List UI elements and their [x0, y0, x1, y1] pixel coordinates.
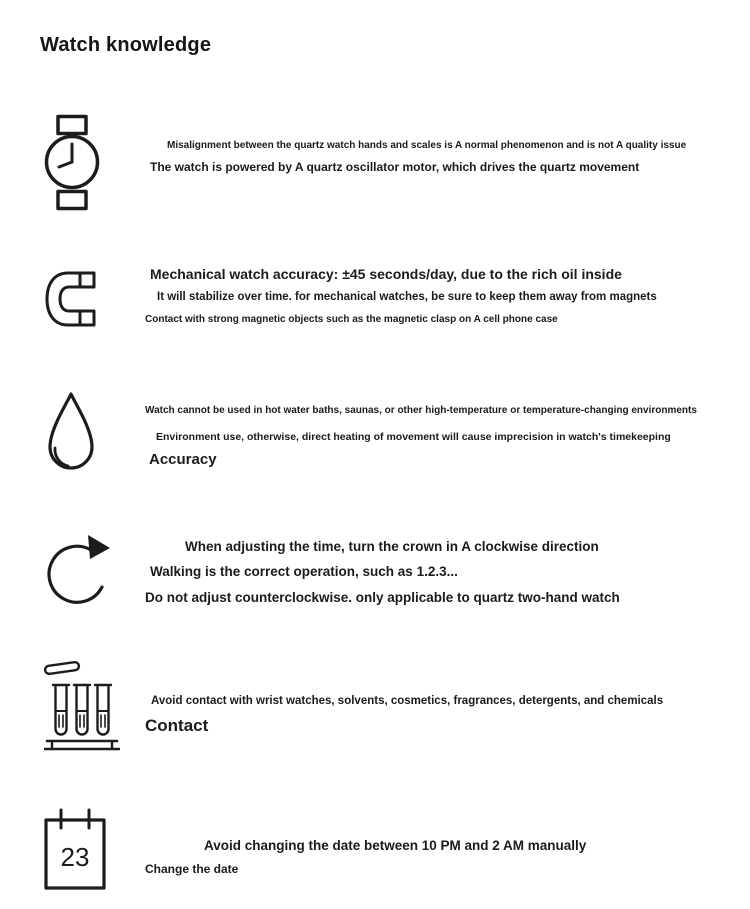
icon-column [40, 114, 145, 216]
note-line: Avoid contact with wrist watches, solvents, cosmetics, fragrances, detergents, and chemicals [151, 695, 664, 707]
section-text [145, 114, 736, 181]
section-text [145, 808, 736, 883]
magnet-icon [44, 270, 106, 328]
icon-column [40, 264, 145, 333]
page-title: Watch knowledge [40, 34, 212, 56]
calendar-day-number: 23 [60, 842, 90, 872]
test-tubes-icon [44, 661, 120, 757]
section-magnetism [40, 264, 736, 333]
section-heading-accuracy: Accuracy [149, 450, 217, 468]
section-text [145, 531, 736, 613]
section-heading-contact: Contact [145, 716, 209, 736]
section-chemical-contact [40, 661, 736, 762]
watch-icon [44, 114, 100, 211]
section-temperature [40, 391, 736, 481]
section-text [145, 661, 736, 744]
section-text [145, 391, 736, 476]
section-date-change [40, 808, 736, 895]
section-text [145, 264, 736, 332]
note-line: Walking is the correct operation, such as 1.2.3... [150, 564, 458, 580]
note-line: The watch is powered by A quartz oscillator motor, which drives the quartz movement [150, 160, 640, 174]
note-line: Environment use, otherwise, direct heating of movement will cause imprecision in watch's timekeeping [156, 431, 671, 443]
icon-column [40, 391, 145, 481]
section-crown-adjustment [40, 531, 736, 616]
note-line: Do not adjust counterclockwise. only applicable to quartz two-hand watch [145, 589, 620, 605]
note-line: When adjusting the time, turn the crown in A clockwise direction [185, 539, 599, 554]
icon-column [40, 661, 145, 762]
icon-column [40, 808, 145, 895]
section-quartz-movement [40, 114, 736, 216]
water-drop-icon [44, 391, 98, 476]
section-heading-change-date: Change the date [145, 862, 239, 877]
note-line: Avoid changing the date between 10 PM and 2 AM manually [204, 838, 587, 853]
note-line: Watch cannot be used in hot water baths, saunas, or other high-temperature or temperature-changing environments [145, 405, 697, 416]
icon-column [40, 531, 145, 616]
note-line: It will stabilize over time. for mechanical watches, be sure to keep them away from magnets [157, 291, 657, 303]
rotate-arrow-icon [44, 533, 114, 611]
note-line: Misalignment between the quartz watch hands and scales is A normal phenomenon and is not A quality issue [167, 140, 687, 151]
calendar-icon [44, 808, 106, 890]
note-line: Mechanical watch accuracy: ±45 seconds/day, due to the rich oil inside [150, 266, 622, 282]
note-line: Contact with strong magnetic objects such as the magnetic clasp on A cell phone case [145, 314, 558, 326]
